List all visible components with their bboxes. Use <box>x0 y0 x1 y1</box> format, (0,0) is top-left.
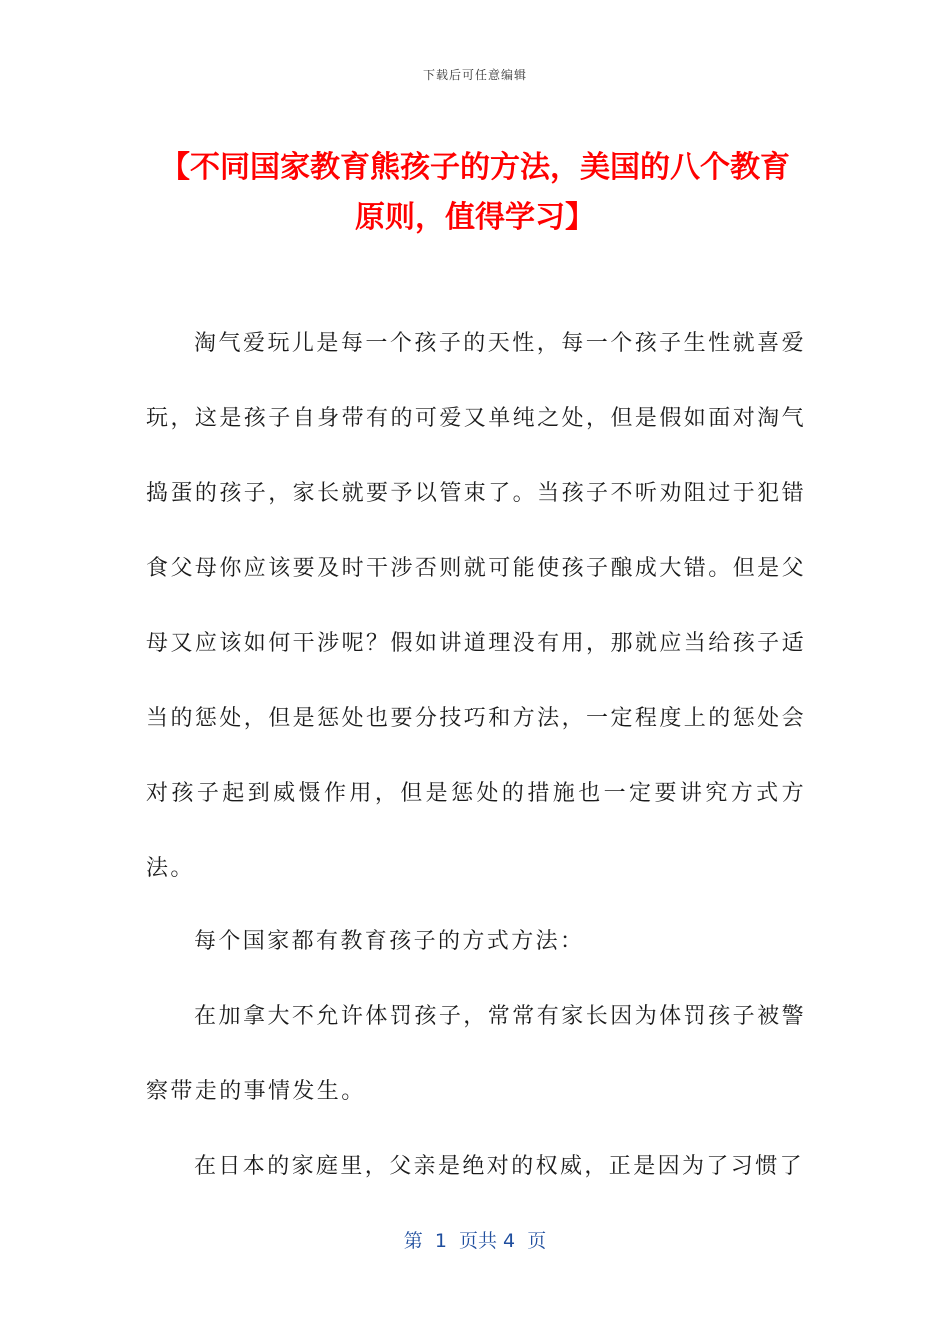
body-paragraph: 在加拿大不允许体罚孩子，常常有家长因为体罚孩子被警察带走的事情发生。 <box>146 1004 806 1104</box>
page-number: 第 1 页共 4 页 <box>403 1230 547 1252</box>
document-title: 【不同国家教育熊孩子的方法，美国的八个教育原则，值得学习】 <box>160 150 790 235</box>
body-paragraph: 每个国家都有教育孩子的方式方法： <box>194 929 585 954</box>
header-note: 下载后可任意编辑 <box>422 68 527 82</box>
body-paragraph: 在日本的家庭里，父亲是绝对的权威，正是因为了习惯了 <box>194 1154 805 1179</box>
body-paragraph: 淘气爱玩儿是每一个孩子的天性，每一个孩子生性就喜爱玩，这是孩子自身带有的可爱又单纯之处，但是假如面对淘气捣蛋的孩子，家长就要予以管束了。当孩子不听劝阻过于犯错食父母你应该要及时干涉否则就可能使孩子酿成大错。但是父母又应该如何干涉呢？假如讲道理没有用，那就应当给孩子适当的惩处，但是惩处也要分技巧和方法，一定程度上的惩处会对孩子起到威慑作用，但是惩处的措施也一定要讲究方式方法。 <box>146 331 806 881</box>
